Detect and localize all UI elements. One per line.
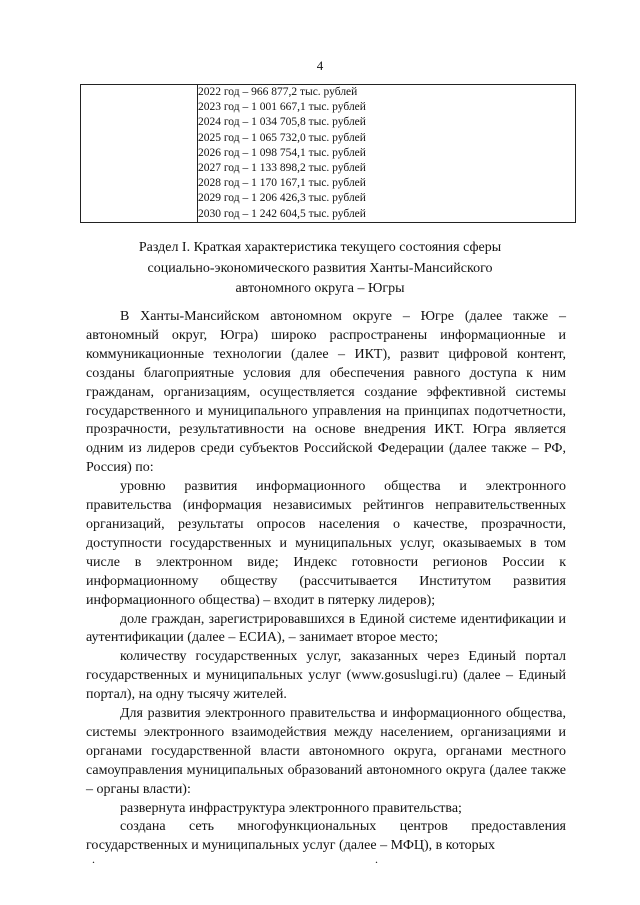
page-number: 4 [316, 58, 324, 73]
budget-year-line: 2028 год – 1 170 167,1 тыс. рублей [198, 177, 366, 190]
paragraph: Для развития электронного правительства и информационного общества, системы электронного взаимодействия между населением, организациями и органами государственной власти автономного округа, органами местного самоуправления муниципальных образований автономного округа (далее также – органы власти): [86, 706, 566, 797]
budget-year-line: 2030 год – 1 242 604,5 тыс. рублей [198, 207, 366, 220]
budget-year-line: 2025 год – 1 065 732,0 тыс. рублей [198, 131, 366, 144]
section-title-line: автономного округа – Югры [235, 281, 405, 296]
table-cell-empty [81, 85, 198, 223]
paragraph: развернута инфраструктура электронного правительства; [120, 800, 462, 816]
scan-mark: . [375, 852, 378, 866]
budget-year-line: 2022 год – 966 877,2 тыс. рублей [198, 86, 358, 98]
table-cell-years [198, 85, 576, 223]
paragraph: количеству государственных услуг, заказанных через Единый портал государственных и муниципальных услуг (www.gosuslugi.ru) (далее – Единый портал), на одну тысячу жителей. [86, 649, 566, 703]
paragraph: В Ханты-Мансийском автономном округе – Югре (далее также – автономный округ, Югра) широко распространены информационные и коммуникационные технологии (далее – ИКТ), развит цифровой контент, созданы благоприятные условия для обеспечения равного доступа к ним гражданам, организациям, осуществляется создание эффективной системы государственного и муниципального управления на принципах подотчетности, прозрачности, результативности на основе внедрения ИКТ. Югра является одним из лидеров среди субъектов Российской Федерации (далее также – РФ, Россия) по: [86, 309, 566, 476]
budget-table [80, 84, 576, 223]
paragraph: доле граждан, зарегистрировавшихся в Единой системе идентификации и аутентификации (далее – ЕСИА), – занимает второе место; [86, 611, 566, 646]
budget-year-line: 2026 год – 1 098 754,1 тыс. рублей [198, 146, 366, 159]
paragraph: создана сеть многофункциональных центров предоставления государственных и муниципальных услуг (далее – МФЦ), в которых [86, 819, 566, 854]
budget-year-line: 2029 год – 1 206 426,3 тыс. рублей [198, 192, 366, 205]
budget-year-line: 2027 год – 1 133 898,2 тыс. рублей [198, 162, 366, 175]
body-text [86, 308, 566, 856]
budget-year-line: 2023 год – 1 001 667,1 тыс. рублей [198, 101, 366, 114]
table-row [81, 85, 576, 223]
section-title-line: Раздел I. Краткая характеристика текущего состояния сферы [138, 240, 502, 255]
section-title [90, 238, 550, 300]
paragraph: уровню развития информационного общества и электронного правительства (информация независимых рейтингов неправительственных организаций, результаты опросов населения о качестве, прозрачности, доступности государственных и муниципальных услуг, оказываемых в том числе в электронном виде; Индекс готовности регионов России к информационному обществу (рассчитывается Институтом развития информационного общества) – входит в пятерку лидеров); [86, 479, 566, 608]
budget-year-line: 2024 год – 1 034 705,8 тыс. рублей [198, 116, 366, 129]
section-title-line: социально-экономического развития Ханты-Мансийского [147, 260, 493, 276]
scan-mark: . [92, 852, 95, 866]
